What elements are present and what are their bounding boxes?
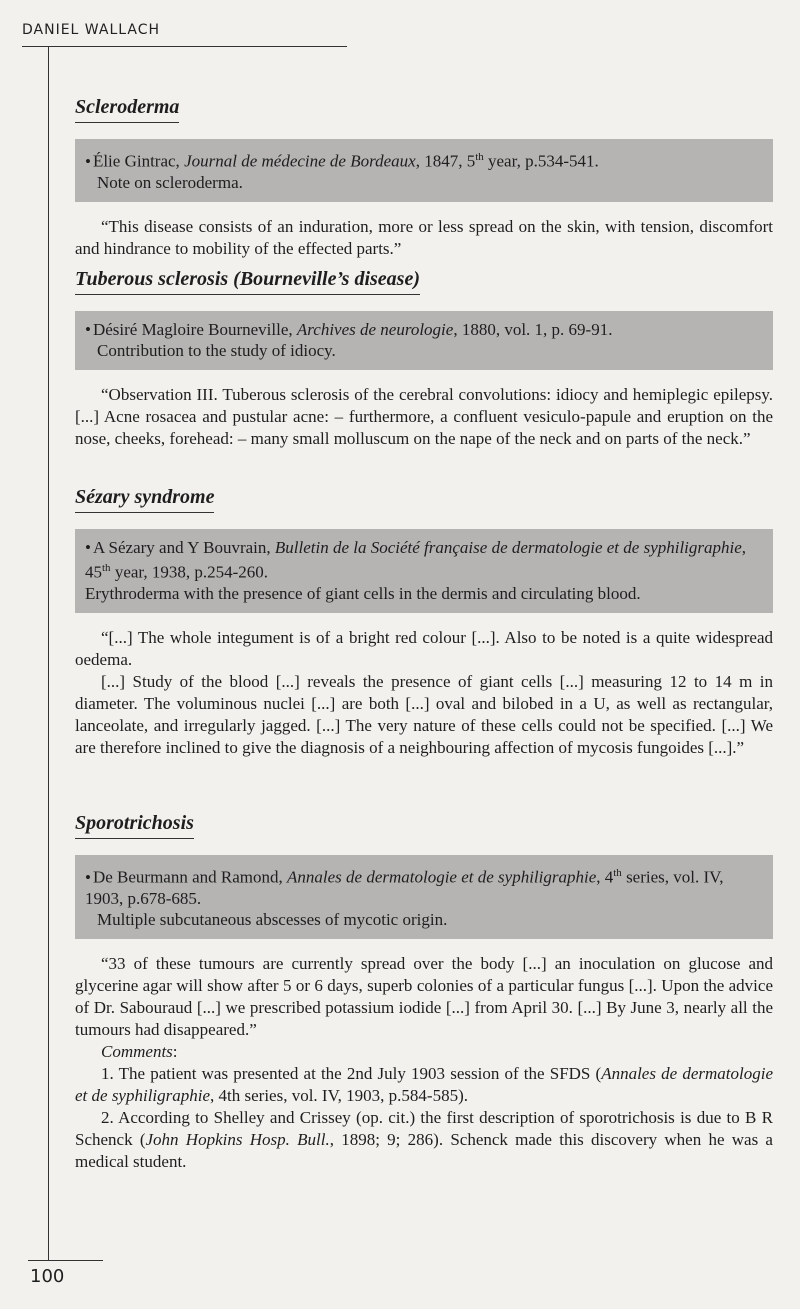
reference-box <box>75 139 773 202</box>
comment-2 <box>75 1107 773 1173</box>
reference-note: Contribution to the study of idiocy. <box>97 341 336 360</box>
bullet-icon: • <box>85 867 91 887</box>
section-title: Sporotrichosis <box>75 812 194 839</box>
reference-box <box>75 855 773 939</box>
reference-box <box>75 311 773 370</box>
running-header-author: DANIEL WALLACH <box>22 22 161 38</box>
header-rule <box>22 46 347 47</box>
reference-details-end: series, vol. IV, 1903, p.678-685. <box>85 867 724 908</box>
footer-rule <box>28 1260 103 1261</box>
bullet-icon: • <box>85 538 91 557</box>
reference-author: A Sézary and Y Bouvrain, <box>92 538 275 557</box>
comment-2-details: , 1898; 9; 286). Schenck made this discovery when he was a medical student. <box>75 1129 773 1171</box>
section-scleroderma <box>75 96 773 260</box>
quotation-text: “33 of these tumours are currently spread over the body [...] an inoculation on glucose and glycerine agar will show after 5 or 6 days, superb colonies of a particular fungus [...]. Upon the advice of Dr. Sabouraud [...] we prescribed potassium iodide [...] from April 30. [...] By June 3, nearly all the tumours had disappeared.” <box>75 953 773 1039</box>
comment-1-journal: Annales de dermatologie et de syphiligraphie <box>75 1063 773 1105</box>
bullet-icon: • <box>85 320 91 339</box>
quotation <box>75 216 773 260</box>
reference-details: , 4 <box>596 867 614 887</box>
comment-1-details: , 4th series, vol. IV, 1903, p.584-585). <box>210 1085 469 1105</box>
comments-heading <box>75 1041 773 1063</box>
reference-citation <box>85 863 763 909</box>
quotation <box>75 953 773 1173</box>
section-sezary-syndrome <box>75 486 773 759</box>
reference-journal: Annales de dermatologie et de syphiligraphie <box>287 867 597 887</box>
bullet-icon: • <box>85 151 91 171</box>
section-title: Scleroderma <box>75 96 179 123</box>
reference-author: De Beurmann and Ramond, <box>92 867 287 887</box>
reference-details: , 45 <box>85 538 747 582</box>
reference-journal: Archives de neurologie <box>296 320 454 339</box>
quotation <box>75 627 773 759</box>
reference-citation <box>85 147 763 172</box>
reference-note: Erythroderma with the presence of giant cells in the dermis and circulating blood. <box>85 583 641 603</box>
section-title: Tuberous sclerosis (Bourneville’s disease) <box>75 268 420 295</box>
comment-1 <box>75 1063 773 1107</box>
section-sporotrichosis <box>75 812 773 1173</box>
reference-superscript: th <box>475 151 484 163</box>
quotation-text-continued: [...] Study of the blood [...] reveals the presence of giant cells [...] measuring 12 to 14 m in diameter. The voluminous nuclei [...] are both [...] oval and bilobed in a U, as well as rectangular, lanceolate, and irregularly jagged. [...] The very nature of these cells could not be specified. [...] We are therefore inclined to give the diagnosis of a neighbouring affection of mycosis fungoides [...].” <box>75 671 773 757</box>
margin-rule <box>48 46 49 1260</box>
reference-note: Note on scleroderma. <box>97 172 243 192</box>
reference-details: , 1847, 5 <box>415 151 476 171</box>
comments-label: Comments <box>101 1041 173 1061</box>
reference-superscript: th <box>613 867 622 879</box>
reference-citation <box>85 319 763 340</box>
reference-author: Désiré Magloire Bourneville, <box>92 320 297 339</box>
reference-superscript: th <box>102 562 111 574</box>
reference-note: Multiple subcutaneous abscesses of mycotic origin. <box>97 909 448 929</box>
quotation-text: “This disease consists of an induration, more or less spread on the skin, with tension, discomfort and hindrance to mobility of the effected parts.” <box>75 216 773 258</box>
quotation-text: “[...] The whole integument is of a bright red colour [...]. Also to be noted is a quite widespread oedema. <box>75 627 773 669</box>
quotation-text: “Observation III. Tuberous sclerosis of the cerebral convolutions: idiocy and hemiplegic epilepsy. [...] Acne rosacea and pustular acne: – furthermore, a confluent vesiculo-papule and eruption on the nose, cheeks, forehead: – many small molluscum on the nape of the neck and on parts of the neck.” <box>75 385 773 448</box>
page-number: 100 <box>30 1266 65 1287</box>
comment-1-text: 1. The patient was presented at the 2nd July 1903 session of the SFDS ( <box>101 1063 602 1083</box>
reference-journal: Journal de médecine de Bordeaux <box>184 151 416 171</box>
section-tuberous-sclerosis <box>75 268 773 450</box>
reference-details-end: year, 1938, p.254-260. <box>110 562 269 582</box>
comment-2-journal: John Hopkins Hosp. Bull. <box>145 1129 330 1149</box>
reference-box <box>75 529 773 613</box>
reference-details-end: year, p.534-541. <box>483 151 599 171</box>
quotation <box>75 384 773 450</box>
comment-2-text: 2. According to Shelley and Crissey (op. cit.) the first description of sporotrichosis is due to B R Schenck ( <box>75 1107 773 1149</box>
reference-details: , 1880, vol. 1, p. 69-91. <box>453 320 613 339</box>
reference-author: Élie Gintrac, <box>92 151 185 171</box>
reference-citation <box>85 537 763 583</box>
reference-journal: Bulletin de la Société française de dermatologie et de syphiligraphie <box>274 538 742 557</box>
comments-colon: : <box>172 1041 178 1061</box>
section-title: Sézary syndrome <box>75 486 214 513</box>
